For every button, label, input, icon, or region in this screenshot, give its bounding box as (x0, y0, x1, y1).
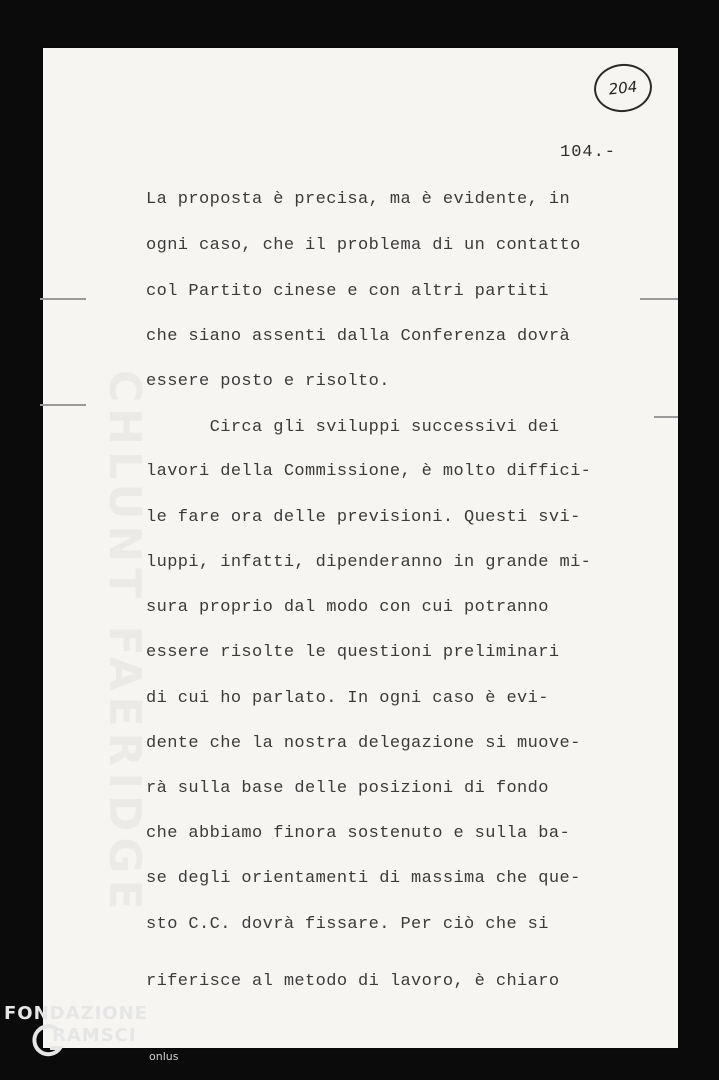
binder-mark-right-2 (654, 416, 678, 418)
text-line: riferisce al metodo di lavoro, è chiaro (146, 972, 560, 991)
text-line: le fare ora delle previsioni. Questi svi- (146, 508, 581, 527)
archive-page-stamp: 204 (592, 61, 655, 115)
logo-word-onlus: onlus (149, 1050, 179, 1063)
binder-mark-left-2 (40, 404, 86, 406)
logo-word-fondazione: FONDAZIONE (4, 1003, 148, 1024)
page-number: 104.- (560, 143, 617, 162)
text-line: col Partito cinese e con altri partiti (146, 282, 549, 301)
text-line: che abbiamo finora sostenuto e sulla ba- (146, 824, 571, 843)
faint-watermark: CHLUNT FAERIDGE (99, 370, 150, 916)
logo-word-gramsci: RAMSCI (52, 1025, 137, 1046)
text-line: se degli orientamenti di massima che que- (146, 869, 581, 888)
text-line: luppi, infatti, dipenderanno in grande mi- (146, 553, 592, 572)
binder-mark-right-1 (640, 298, 678, 300)
text-line: ogni caso, che il problema di un contatto (146, 236, 581, 255)
text-line: dente che la nostra delegazione si muove- (146, 734, 581, 753)
text-line: essere risolte le questioni preliminari (146, 643, 560, 662)
fondazione-gramsci-logo (4, 1000, 184, 1070)
binder-mark-left-1 (40, 298, 86, 300)
text-line: sto C.C. dovrà fissare. Per ciò che si (146, 915, 549, 934)
text-line: sura proprio dal modo con cui potranno (146, 598, 549, 617)
text-line: rà sulla base delle posizioni di fondo (146, 779, 549, 798)
text-line: Circa gli sviluppi successivi dei (146, 418, 560, 437)
text-line: di cui ho parlato. In ogni caso è evi- (146, 689, 549, 708)
text-line: La proposta è precisa, ma è evidente, in (146, 190, 571, 209)
text-line: lavori della Commissione, è molto diffici- (146, 462, 592, 481)
text-line: essere posto e risolto. (146, 372, 390, 391)
text-line: che siano assenti dalla Conferenza dovrà (146, 327, 571, 346)
